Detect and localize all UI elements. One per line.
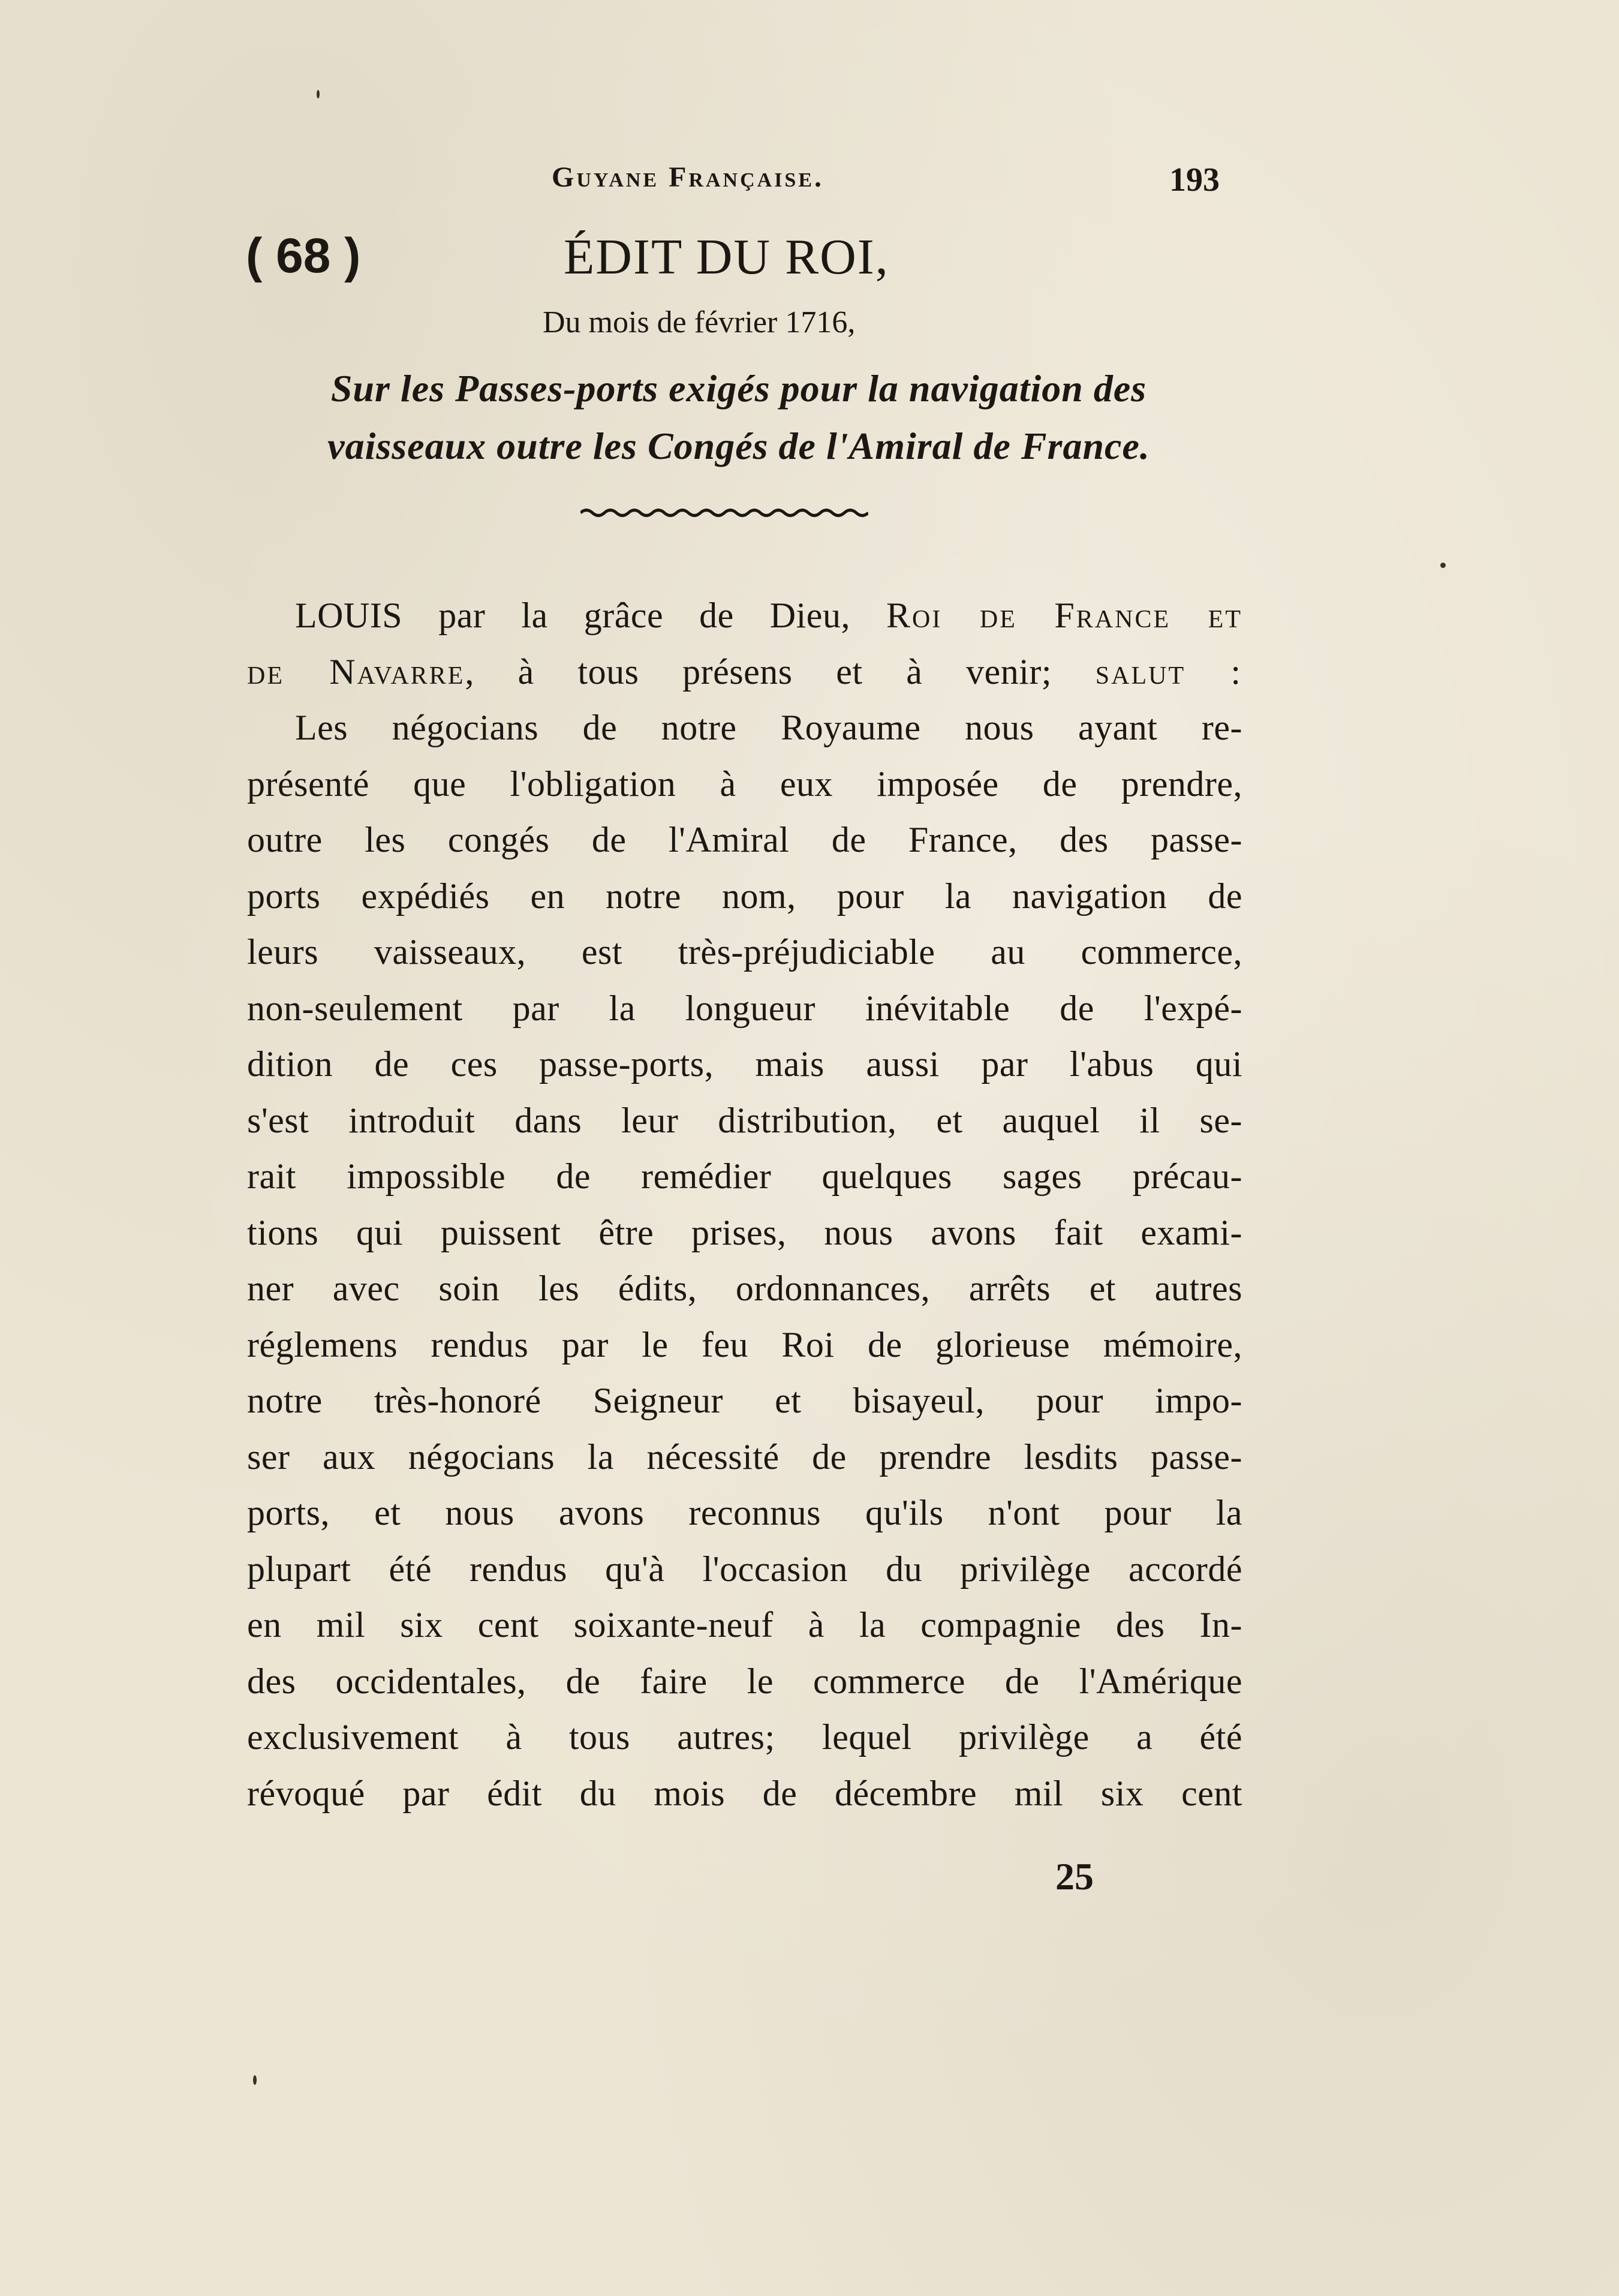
running-head: Guyane Française. [552, 161, 824, 193]
document-title: ÉDIT DU ROI, [564, 229, 889, 285]
text-line: exclusivement à tous autres; lequel privilège a été [247, 1717, 1242, 1757]
subtitle-line: Sur les Passes-ports exigés pour la navigation des [330, 367, 1147, 410]
text-line: dition de ces passe-ports, mais aussi par l'abus qui [247, 1044, 1242, 1084]
text-line [247, 644, 1242, 701]
signature-mark: 25 [1055, 1855, 1094, 1898]
royal-title: Roi de France et [886, 596, 1242, 635]
text-line: non-seulement par la longueur inévitable de l'expé- [247, 988, 1242, 1028]
text-line: tions qui puissent être prises, nous avons fait exami- [247, 1212, 1242, 1252]
paper-speck [1440, 563, 1446, 568]
opening-words: LOUIS par la grâce de Dieu, [295, 596, 886, 635]
text-line: présenté que l'obligation à eux imposée de prendre, [247, 764, 1242, 804]
document-date: Du mois de février 1716, [543, 305, 856, 339]
document-subtitle [247, 360, 1230, 475]
text-line: leurs vaisseaux, est très-préjudiciable au commerce, [247, 932, 1242, 972]
text-line: des occidentales, de faire le commerce de l'Amérique [247, 1661, 1242, 1701]
text-line: s'est introduit dans leur distribution, et auquel il se- [247, 1100, 1242, 1140]
subtitle-line: vaisseaux outre les Congés de l'Amiral de France. [327, 425, 1150, 467]
document-number: ( 68 ) [246, 229, 361, 283]
page-number: 193 [1169, 161, 1220, 199]
royal-title-cont: de Navarre [247, 651, 465, 692]
text-line: ser aux négocians la nécessité de prendre lesdits passe- [247, 1436, 1242, 1477]
text-line: révoqué par édit du mois de décembre mil six cent [247, 1773, 1242, 1813]
text-line: en mil six cent soixante-neuf à la compagnie des In- [247, 1605, 1242, 1645]
text-line: réglemens rendus par le feu Roi de glorieuse mémoire, [247, 1324, 1242, 1365]
text-line: ports, et nous avons reconnus qu'ils n'ont pour la [247, 1493, 1242, 1532]
salut-word: salut : [1095, 651, 1242, 692]
salutation-words: , à tous présens et à venir; [465, 651, 1096, 692]
text-line [247, 588, 1242, 644]
text-line: ner avec soin les édits, ordonnances, arrêts et autres [247, 1269, 1242, 1308]
edict-body [247, 588, 1242, 1822]
ornamental-wave-rule [580, 507, 868, 518]
paper-speck [317, 90, 320, 98]
text-line: ports expédiés en notre nom, pour la navigation de [247, 876, 1242, 916]
text-line: notre très-honoré Seigneur et bisayeul, pour impo- [247, 1381, 1242, 1420]
text-line: plupart été rendus qu'à l'occasion du privilège accordé [247, 1549, 1242, 1589]
text-line: Les négocians de notre Royaume nous ayant re- [295, 708, 1242, 747]
paper-speck [253, 2075, 257, 2085]
text-line: rait impossible de remédier quelques sages précau- [247, 1156, 1242, 1196]
text-line: outre les congés de l'Amiral de France, des passe- [247, 820, 1242, 860]
